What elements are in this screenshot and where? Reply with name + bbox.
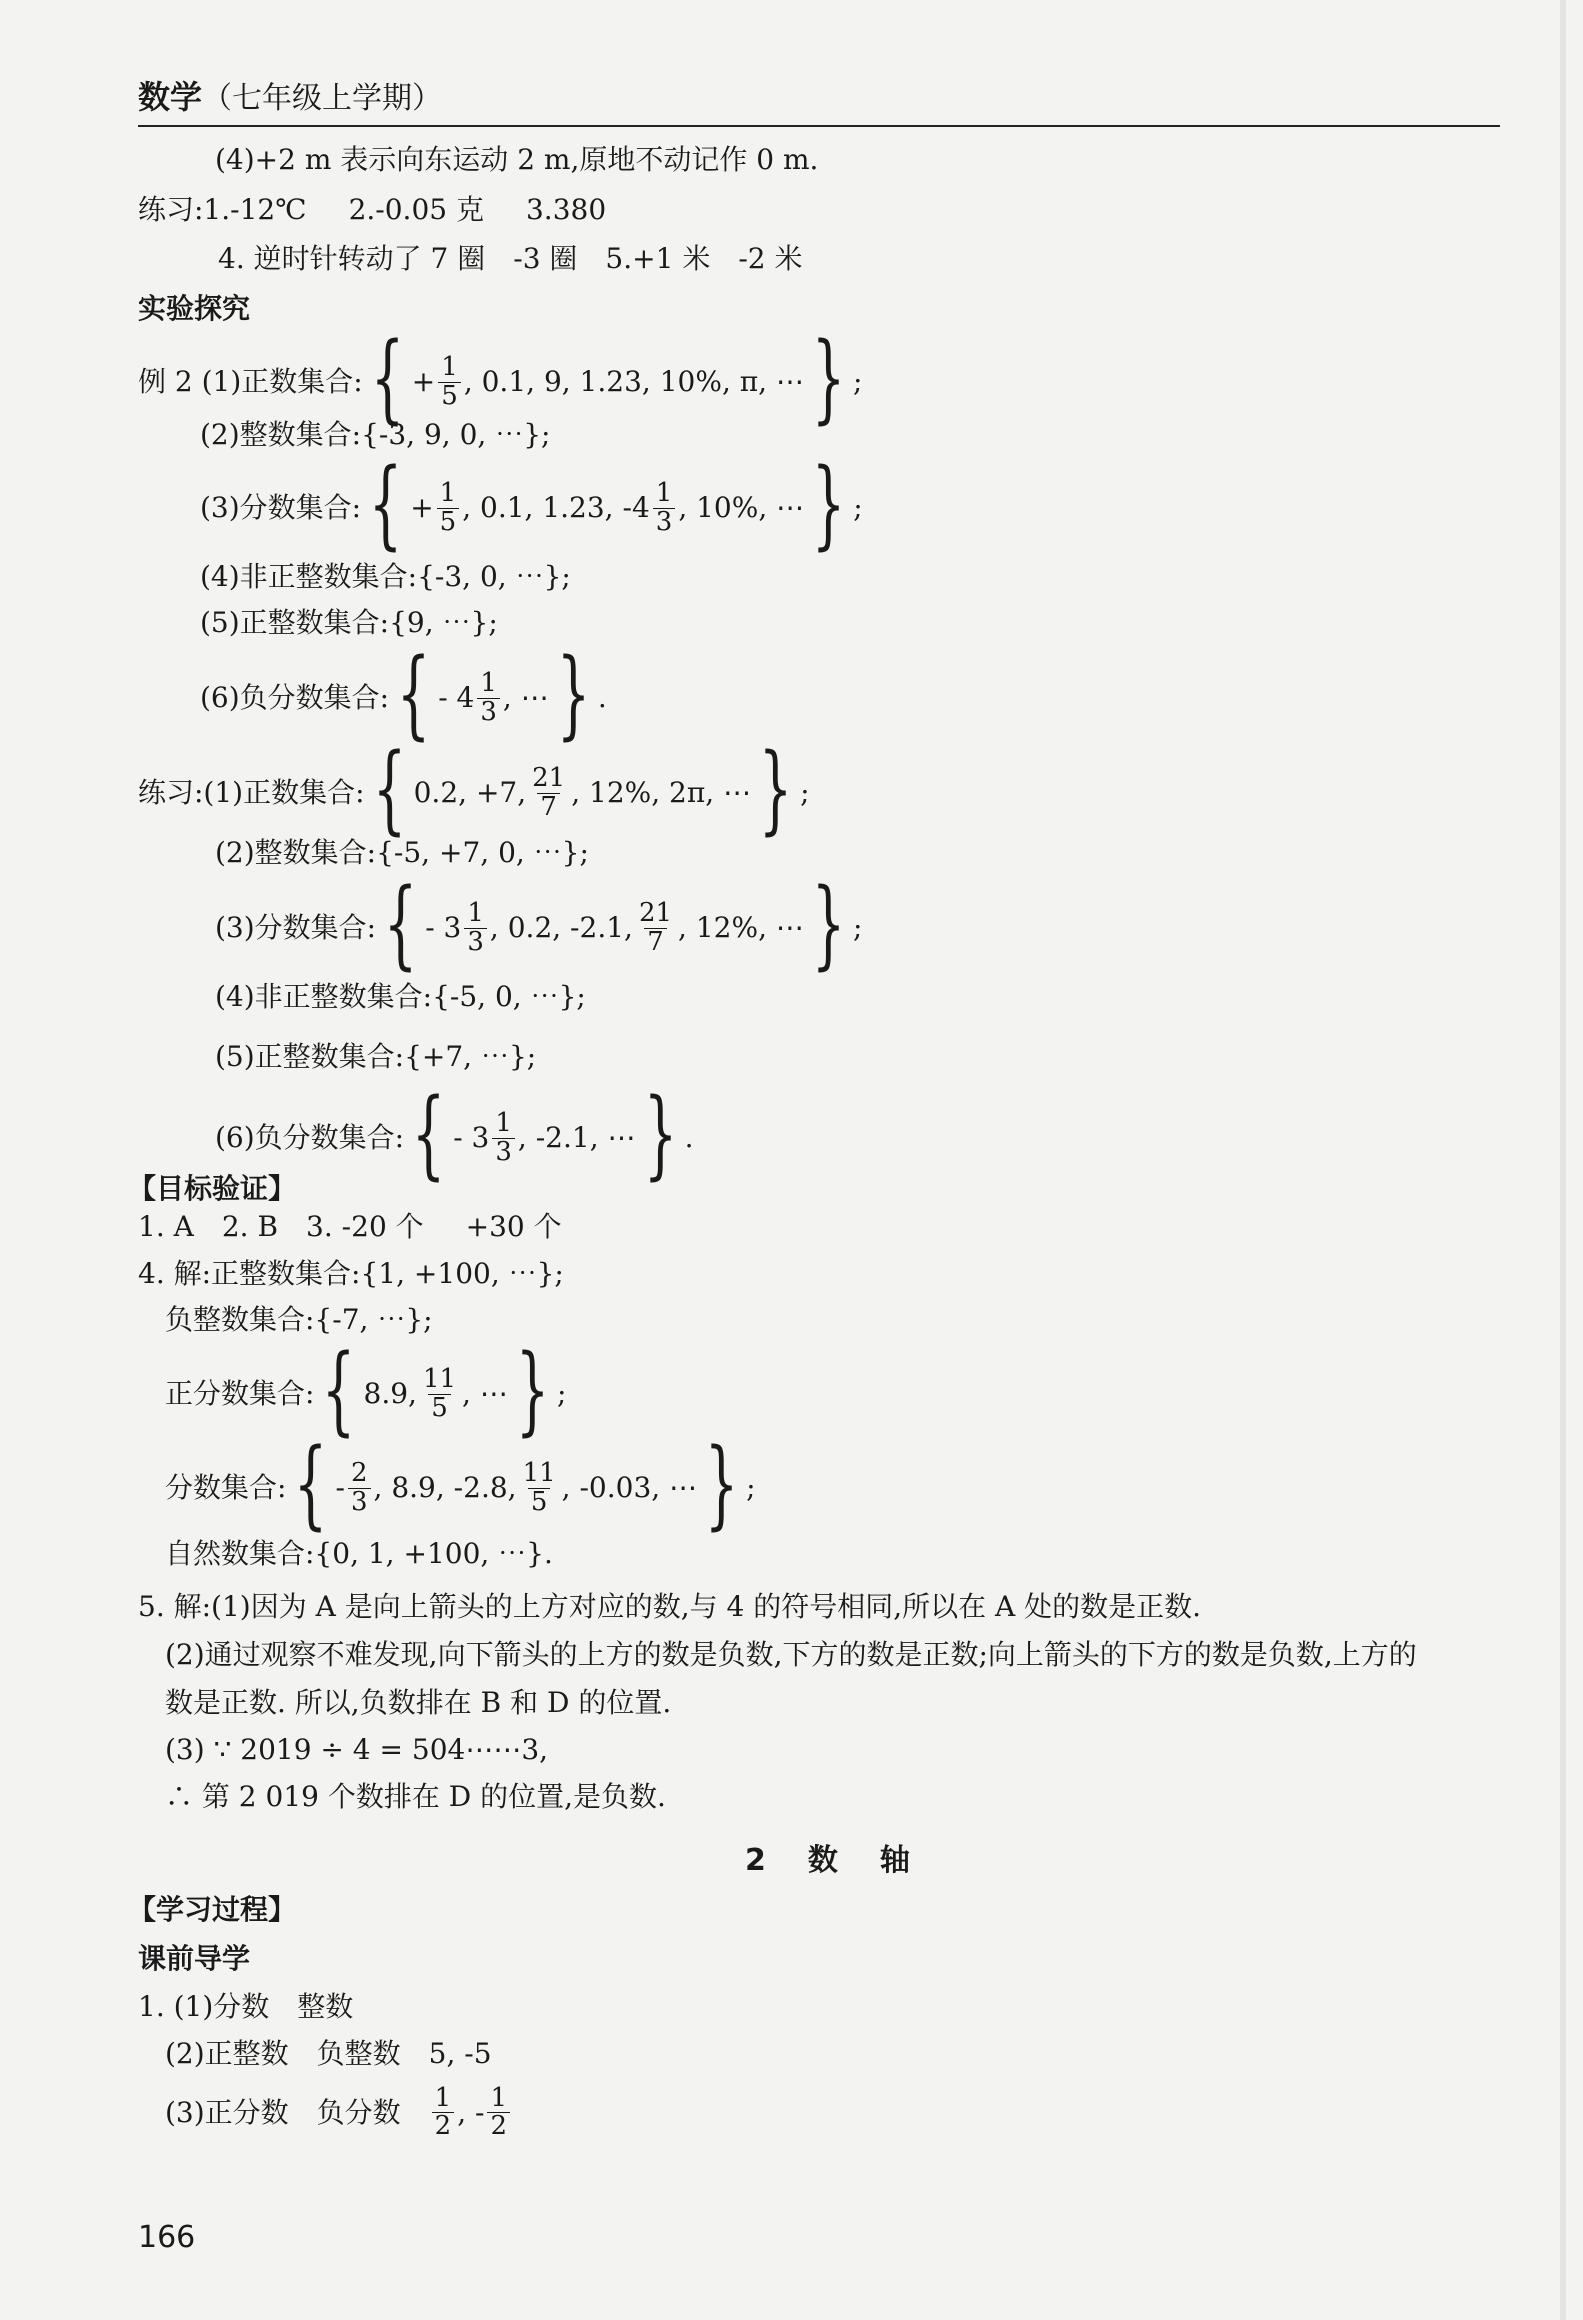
answer: 2. B — [221, 1210, 279, 1243]
answer-line: (2)正整数 负整数 5, -5 — [165, 2037, 492, 2070]
set-label: 练习:(1)正数集合: — [138, 776, 365, 810]
set-line — [165, 1334, 567, 1446]
fraction: $\frac{1}{2}$ — [432, 2085, 455, 2141]
solution-line: 数是正数. 所以,负数排在 B 和 D 的位置. — [165, 1686, 672, 1719]
punct: ; — [853, 491, 863, 525]
heading-pre-class: 课前导学 — [138, 1942, 251, 1975]
fraction: $\frac{11}{5}$ — [422, 1364, 457, 1423]
practice-line — [138, 193, 606, 227]
sign: - 3 — [425, 911, 462, 945]
set-items: 8.9, — [363, 1377, 417, 1411]
set-label: 正分数集合: — [165, 1377, 315, 1411]
right-brace: } — [758, 733, 793, 845]
fraction: $\frac{11}{5}$ — [522, 1458, 556, 1517]
set-line: (2)整数集合:{-3, 9, 0, ⋯}; — [200, 418, 551, 451]
solution-line: 5. 解:(1)因为 A 是向上箭头的上方对应的数,与 4 的符号相同,所以在 A 处的数是正数. — [138, 1590, 1202, 1623]
punct: ; — [556, 1377, 567, 1411]
answer-line: 4. 解:正整数集合:{1, +100, ⋯}; — [138, 1257, 564, 1290]
set-line: (4)非正整数集合:{-3, 0, ⋯}; — [200, 560, 571, 593]
left-brace: { — [411, 1078, 446, 1190]
answer: 3.380 — [525, 193, 607, 226]
answer: 4. 逆时针转动了 7 圈 — [218, 242, 486, 275]
left-brace: { — [294, 1428, 328, 1540]
header-subtitle: （七年级上学期） — [202, 81, 443, 116]
fraction: $\frac{1}{3}$ — [464, 900, 487, 956]
set-line: (4)非正整数集合:{-5, 0, ⋯}; — [215, 980, 586, 1013]
set-line — [138, 733, 810, 845]
answer: 5.+1 米 — [605, 242, 711, 275]
set-label: 例 2 (1)正数集合: — [138, 365, 363, 399]
set-label: (3)分数集合: — [200, 491, 362, 525]
punct: ; — [852, 911, 863, 945]
fraction: $\frac{21}{7}$ — [532, 763, 566, 822]
set-items: 0.2, +7, — [413, 776, 527, 810]
fraction: $\frac{1}{3}$ — [492, 1110, 515, 1166]
fraction: $\frac{1}{5}$ — [437, 480, 460, 536]
set-line — [165, 1428, 756, 1540]
punct: . — [597, 681, 607, 715]
right-brace: } — [515, 1334, 550, 1446]
set-line — [215, 868, 863, 980]
right-brace: } — [811, 868, 846, 980]
heading-learning-process: 【学习过程】 — [128, 1893, 297, 1926]
punct: . — [684, 1121, 694, 1155]
answer: 练习:1.-12℃ — [138, 193, 307, 226]
set-items: , -2.1, ⋯ — [517, 1121, 636, 1155]
set-items: , 0.1, 1.23, -4 — [462, 491, 650, 525]
fraction: $\frac{1}{5}$ — [438, 354, 461, 410]
right-brace: } — [704, 1428, 739, 1540]
heading-experiment: 实验探究 — [138, 292, 251, 325]
sign: + — [411, 365, 436, 399]
set-line — [138, 322, 863, 434]
answer: -3 圈 — [513, 242, 578, 275]
answer: +30 个 — [465, 1210, 562, 1243]
left-brace: { — [370, 322, 405, 434]
fraction: $\frac{1}{3}$ — [477, 670, 500, 726]
solution-line: (2)通过观察不难发现,向下箭头的上方的数是负数,下方的数是正数;向上箭头的下方的数是负数,上方的 — [165, 1638, 1417, 1671]
right-brace: } — [643, 1078, 677, 1190]
sign: - — [335, 1471, 345, 1505]
set-items: , 0.2, -2.1, — [489, 911, 633, 945]
fraction: $\frac{1}{2}$ — [487, 2085, 510, 2141]
set-items: , 8.9, -2.8, — [373, 1471, 517, 1505]
heading-target-verify: 【目标验证】 — [128, 1172, 297, 1205]
text-line: (4)+2 m 表示向东运动 2 m,原地不动记作 0 m. — [215, 143, 819, 176]
fraction: $\frac{21}{7}$ — [638, 898, 673, 957]
answer-line: 1. (1)分数 整数 — [138, 1990, 354, 2023]
sign: - 3 — [453, 1121, 490, 1155]
set-label: (6)负分数集合: — [200, 681, 390, 715]
answer: (3)正分数 负分数 — [165, 2096, 401, 2129]
set-items: , ⋯ — [462, 1377, 508, 1411]
set-items: , 12%, ⋯ — [678, 911, 804, 945]
page-edge-shadow — [1560, 0, 1566, 2320]
separator: , - — [457, 2096, 485, 2129]
left-brace: { — [322, 1334, 356, 1446]
sign: + — [410, 491, 434, 525]
answer-line — [165, 2085, 513, 2141]
right-brace: } — [811, 322, 846, 434]
set-items: , 0.1, 9, 1.23, 10%, π, ⋯ — [463, 365, 804, 399]
page-number: 166 — [138, 2220, 196, 2255]
fraction: $\frac{1}{3}$ — [653, 480, 676, 536]
set-line: (5)正整数集合:{+7, ⋯}; — [215, 1040, 537, 1073]
answer: -2 米 — [738, 242, 803, 275]
set-line — [200, 448, 863, 560]
solution-line: (3) ∵ 2019 ÷ 4 = 504⋯⋯3, — [165, 1733, 549, 1766]
left-brace: { — [372, 733, 406, 845]
header-rule — [138, 125, 1500, 127]
right-brace: } — [556, 638, 591, 750]
answer: 2.-0.05 克 — [348, 193, 484, 226]
set-label: (6)负分数集合: — [215, 1121, 405, 1155]
sign: - 4 — [438, 681, 475, 715]
set-items: , ⋯ — [502, 681, 549, 715]
punct: ; — [853, 365, 863, 399]
answer: 1. A — [138, 1210, 194, 1243]
answer-line: 负整数集合:{-7, ⋯}; — [165, 1303, 433, 1336]
set-items: , 10%, ⋯ — [678, 491, 805, 525]
solution-line: ∴ 第 2 019 个数排在 D 的位置,是负数. — [165, 1780, 666, 1813]
set-line: (2)整数集合:{-5, +7, 0, ⋯}; — [215, 836, 589, 869]
left-brace: { — [368, 448, 403, 560]
answer: 3. -20 个 — [306, 1210, 424, 1243]
right-brace: } — [811, 448, 846, 560]
fraction: $\frac{2}{3}$ — [348, 1460, 371, 1516]
left-brace: { — [396, 638, 431, 750]
left-brace: { — [383, 868, 418, 980]
set-line: (5)正整数集合:{9, ⋯}; — [200, 606, 498, 639]
set-label: (3)分数集合: — [215, 911, 377, 945]
punct: ; — [746, 1471, 756, 1505]
punct: ; — [800, 776, 810, 810]
set-line — [200, 638, 607, 750]
set-items: , 12%, 2π, ⋯ — [571, 776, 752, 810]
answer-line: 自然数集合:{0, 1, +100, ⋯}. — [165, 1537, 553, 1570]
set-label: 分数集合: — [165, 1471, 287, 1505]
section-title: 2 数 轴 — [745, 1843, 916, 1878]
running-header — [138, 72, 1498, 118]
header-title: 数学 — [138, 78, 203, 116]
practice-line — [218, 242, 803, 276]
set-items: , -0.03, ⋯ — [561, 1471, 698, 1505]
answer-line — [138, 1210, 562, 1244]
